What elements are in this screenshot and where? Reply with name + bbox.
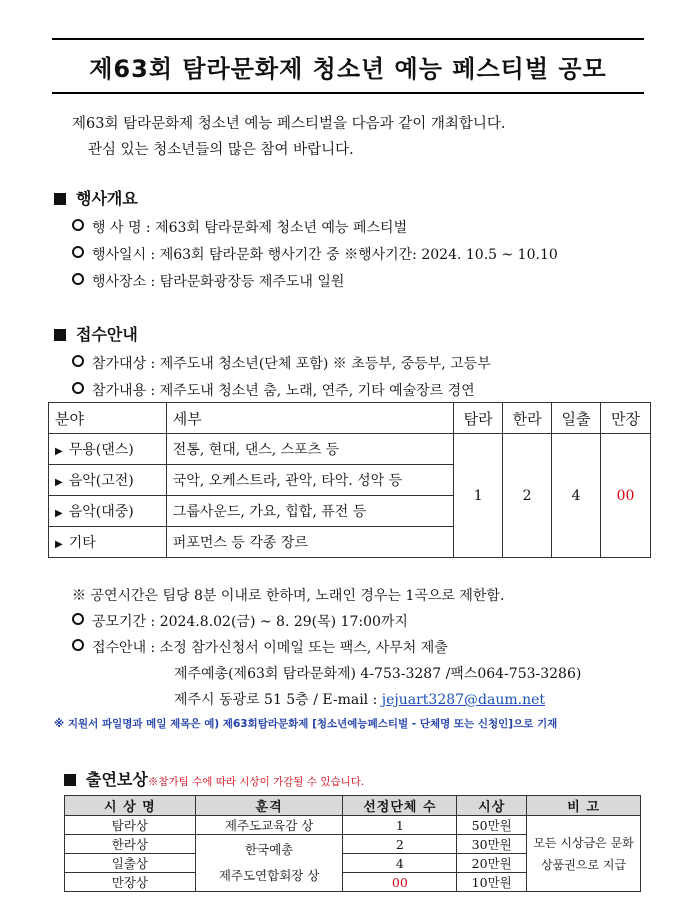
section-reception-heading: 접수안내	[54, 322, 138, 345]
col-header: 비 고	[527, 796, 641, 816]
intro-line-1: 제63회 탐라문화제 청소년 예능 페스티벌을 다음과 같이 개최합니다.	[72, 116, 506, 132]
section-awards-heading: 출연보상※참가팀 수에 따라 시상이 가감될 수 있습니다.	[64, 767, 364, 790]
submission-line: 접수안내 : 소정 참가신청서 이메일 또는 팩스, 사무처 제출	[72, 637, 448, 657]
filename-note: ※ 지원서 파일명과 메일 제목은 예) 제63회탐라문화제 [청소년예능페스티벌 - 단체명 또는 신청인]으로 기재	[54, 718, 558, 730]
count-manjang: 00	[601, 434, 651, 558]
email-link[interactable]: jejuart3287@daum.net	[381, 692, 546, 708]
triangle-bullet-icon: ▶	[55, 446, 63, 457]
section-overview-heading: 행사개요	[54, 186, 138, 209]
category-table	[48, 402, 651, 558]
square-bullet-icon	[54, 193, 66, 205]
table-header-row	[49, 403, 651, 434]
col-header: 시상	[457, 796, 527, 816]
circle-bullet-icon	[72, 273, 84, 285]
table-row: 일출상 4 20만원	[65, 854, 641, 873]
circle-bullet-icon	[72, 382, 84, 394]
awards-sub-note: ※참가팀 수에 따라 시상이 가감될 수 있습니다.	[147, 776, 365, 788]
table-header-row	[65, 796, 641, 816]
table-row: ▶ 기타 퍼포먼스 등 각종 장르	[49, 527, 651, 558]
intro-line-2: 관심 있는 청소년들의 많은 참여 바랍니다.	[88, 142, 354, 158]
col-header: 만장	[601, 403, 651, 434]
awards-rank-other: 한국예총 제주도연합회장 상	[195, 835, 343, 892]
col-header: 시 상 명	[65, 796, 196, 816]
overview-item: 행사일시 : 제63회 탐라문화 행사기간 중 ※행사기간: 2024. 10.5 ~ 10.10	[72, 244, 558, 264]
period-line: 공모기간 : 2024.8.02(금) ~ 8. 29(목) 17:00까지	[72, 611, 408, 631]
contact-line-2: 제주시 동광로 51 5층 / E-mail : jejuart3287@daum.net	[174, 692, 546, 708]
circle-bullet-icon	[72, 355, 84, 367]
col-header: 분야	[49, 403, 167, 434]
circle-bullet-icon	[72, 613, 84, 625]
count-halla: 2	[503, 434, 552, 558]
circle-bullet-icon	[72, 639, 84, 651]
triangle-bullet-icon: ▶	[55, 508, 63, 519]
col-header: 선정단체 수	[343, 796, 457, 816]
triangle-bullet-icon: ▶	[55, 477, 63, 488]
table-row: 만장상 00 10만원	[65, 873, 641, 892]
circle-bullet-icon	[72, 246, 84, 258]
col-header: 세부	[166, 403, 453, 434]
square-bullet-icon	[64, 774, 76, 786]
page-title: 제63회 탐라문화제 청소년 예능 페스티벌 공모	[89, 54, 607, 83]
square-bullet-icon	[54, 329, 66, 341]
col-header: 훈격	[195, 796, 343, 816]
title-bar	[52, 38, 644, 94]
table-row: ▶ 음악(고전) 국악, 오케스트라, 관악, 타악. 성악 등	[49, 465, 651, 496]
col-header: 탐라	[454, 403, 503, 434]
table-row: 탐라상 제주도교육감 상 1 50만원 모든 시상금은 문화상품권으로 지급	[65, 816, 641, 835]
circle-bullet-icon	[72, 219, 84, 231]
reception-item: 참가내용 : 제주도내 청소년 춤, 노래, 연주, 기타 예술장르 경연	[72, 380, 475, 400]
overview-item: 행사장소 : 탐라문화광장등 제주도내 일원	[72, 271, 344, 291]
time-limit-note: ※ 공연시간은 팀당 8분 이내로 한하며, 노래인 경우는 1곡으로 제한함.	[72, 588, 505, 604]
count-tamla: 1	[454, 434, 503, 558]
table-row: ▶ 무용(댄스) 전통, 현대, 댄스, 스포츠 등 1 2 4 00	[49, 434, 651, 465]
col-header: 일출	[552, 403, 601, 434]
reception-item: 참가대상 : 제주도내 청소년(단체 포함) ※ 초등부, 중등부, 고등부	[72, 353, 491, 373]
count-ilchul: 4	[552, 434, 601, 558]
awards-table	[64, 795, 641, 892]
col-header: 한라	[503, 403, 552, 434]
table-row: 한라상 한국예총 제주도연합회장 상 2 30만원	[65, 835, 641, 854]
overview-item: 행 사 명 : 제63회 탐라문화제 청소년 예능 페스티벌	[72, 217, 407, 237]
table-row: ▶ 음악(대중) 그룹사운드, 가요, 힙합, 퓨전 등	[49, 496, 651, 527]
contact-line-1: 제주예총(제63회 탐라문화제) 4-753-3287 /팩스064-753-3286)	[174, 666, 582, 682]
awards-remark: 모든 시상금은 문화상품권으로 지급	[527, 816, 641, 892]
triangle-bullet-icon: ▶	[55, 539, 63, 550]
